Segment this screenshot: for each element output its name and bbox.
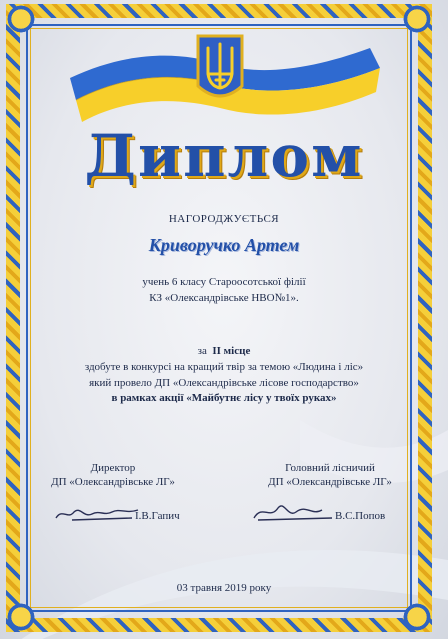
left-signatory-org: ДП «Олександрівське ЛГ» [51,476,175,488]
right-handwritten-signature [248,498,338,526]
place-prefix: за [197,345,207,357]
corner-ornament-bottom-left [4,600,38,634]
student-info-line-2: КЗ «Олександрівське НВО№1». [149,292,299,304]
diploma-title: Диплом [84,122,364,190]
right-signatory-org: ДП «Олександрівське ЛГ» [268,476,392,488]
ukrainian-flag-ribbon [70,30,380,130]
corner-ornament-top-right [400,2,434,36]
left-signatory [48,462,178,488]
left-signatory-name: І.В.Гапич [135,510,180,522]
left-signatory-title: Директор [90,462,136,474]
trident-coat-of-arms-icon [198,36,242,96]
place-line [0,345,448,357]
student-info-line-1: учень 6 класу Староосотської філії [142,276,306,288]
corner-ornament-top-left [4,2,38,36]
right-signatory [255,462,405,488]
contest-line-1: здобуте в конкурсі на кращий твір за темою «Людина і ліс» [84,361,364,373]
corner-ornament-bottom-right [400,600,434,634]
right-signatory-name: В.С.Попов [335,510,386,522]
place-value: II місце [212,345,251,357]
recipient-name: Криворучко Артем [148,235,300,255]
awarded-heading: НАГОРОДЖУЄТЬСЯ [168,213,280,225]
left-handwritten-signature [52,500,142,528]
right-signatory-title: Головний лісничий [285,462,375,474]
contest-line-2: який провело ДП «Олександрівське лісове господарство» [89,377,359,389]
issue-date: 03 травня 2019 року [176,582,272,594]
contest-line-3: в рамках акції «Майбутнє лісу у твоїх руках» [111,392,337,404]
